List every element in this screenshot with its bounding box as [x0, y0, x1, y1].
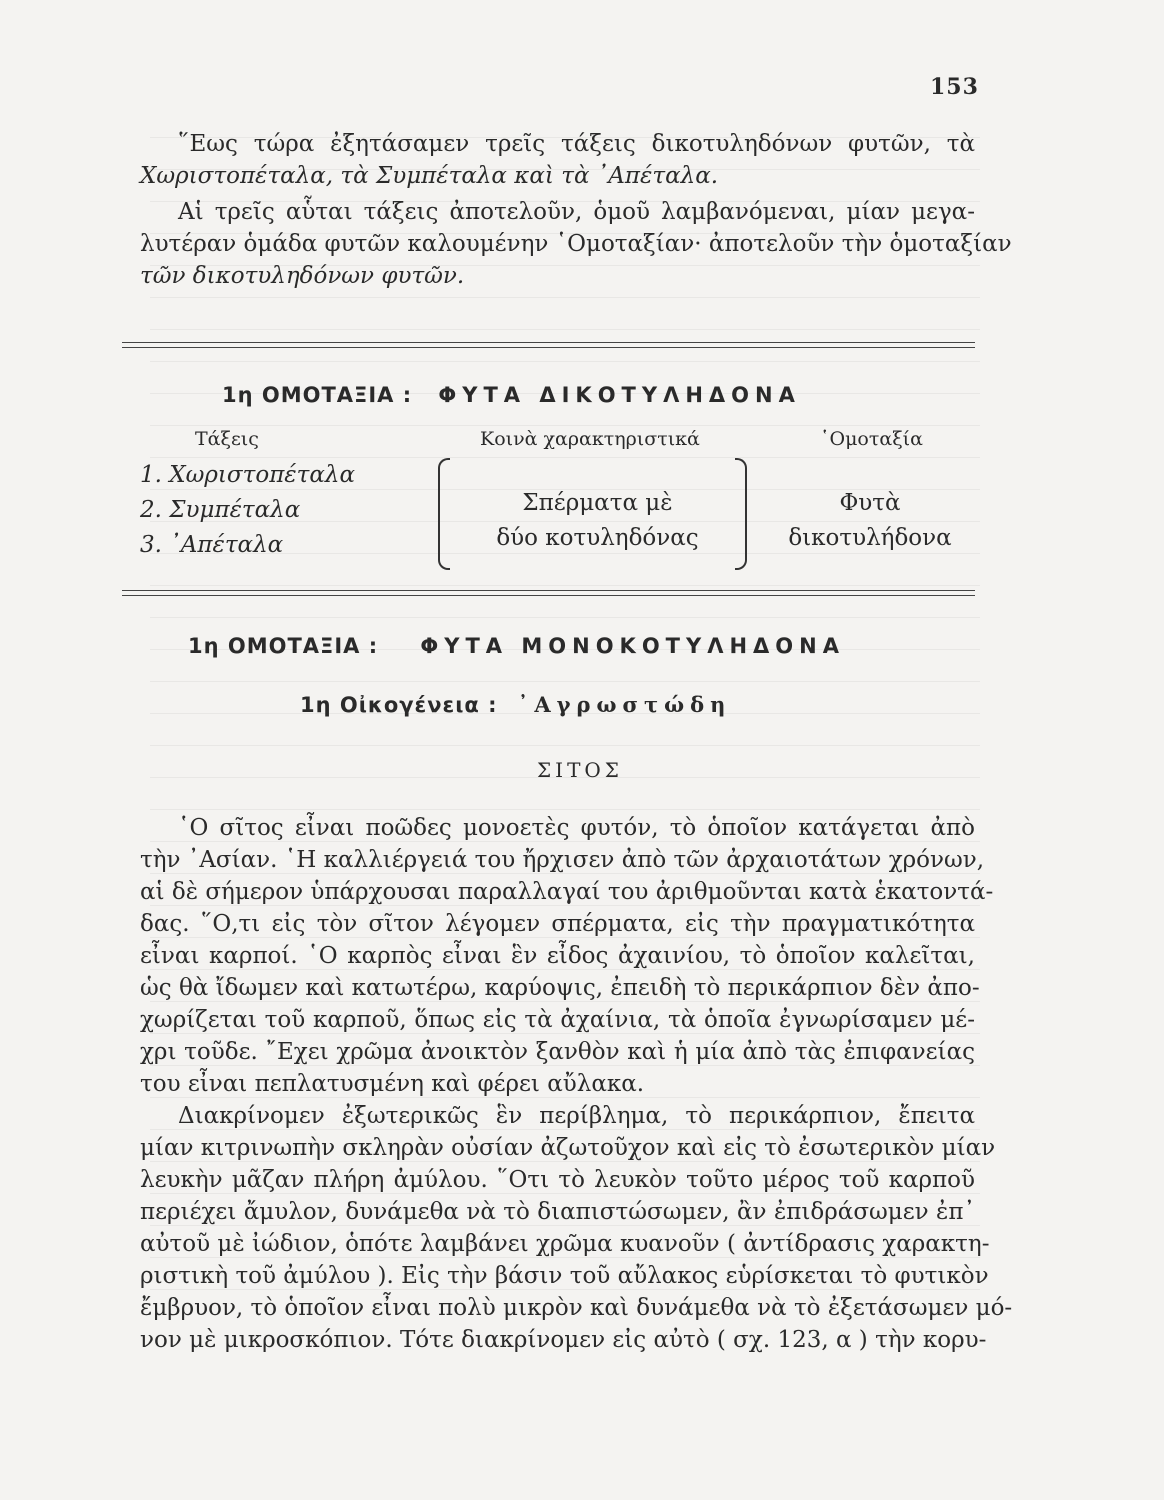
group-line: Φυτὰ [839, 490, 901, 516]
subtitle-sitos: ΣΙΤΟΣ [537, 758, 623, 782]
body-line: ἔμβρυον, τὸ ὁποῖον εἶναι πολὺ μικρὸν καὶ δυνάμεθα νὰ τὸ ἐξετάσωμεν μό- [140, 1295, 1013, 1321]
divider [122, 342, 975, 343]
class-item: 3. ᾿Απέταλα [140, 532, 284, 558]
feature-line: δύο κοτυληδόνας [496, 525, 699, 551]
body-line: χωρίζεται τοῦ καρποῦ, ὅπως εἰς τὰ ἀχαίνια, τὰ ὁποῖα ἐγνωρίσαμεν μέ- [140, 1007, 975, 1033]
intro-line: Χωριστοπέταλα, τὰ Συμπέταλα καὶ τὰ ᾿Απέταλα. [140, 163, 719, 189]
divider [122, 595, 975, 596]
intro-line: λυτέραν ὁμάδα φυτῶν καλουμένην ῾Ομοταξίαν· ἀποτελοῦν τὴν ὁμοταξίαν [140, 231, 1012, 257]
class-item: 1. Χωριστοπέταλα [140, 462, 356, 488]
body-line: χρι τοῦδε. ῎Εχει χρῶμα ἀνοικτὸν ξανθὸν καὶ ἡ μία ἀπὸ τὰς ἐπιφανείας [140, 1039, 975, 1065]
body-line: εἶναι καρποί. ῾Ο καρπὸς εἶναι ἓν εἶδος ἀχαινίου, τὸ ὁποῖον καλεῖται, [140, 943, 975, 969]
divider [122, 590, 975, 591]
col-head-classes: Τάξεις [195, 428, 259, 450]
section1-prefix: 1η ΟΜΟΤΑΞΙΑ : [222, 383, 413, 407]
section2-heading [188, 634, 845, 658]
col-head-features: Κοινὰ χαρακτηριστικά [480, 428, 700, 450]
intro-line: Αἱ τρεῖς αὗται τάξεις ἀποτελοῦν, ὁμοῦ λαμβανόμεναι, μίαν μεγα- [178, 199, 975, 225]
family-heading [300, 692, 731, 717]
section2-title: ΦΥΤΑ ΜΟΝΟΚΟΤΥΛΗΔΟΝΑ [420, 634, 845, 658]
body-line: του εἶναι πεπλατυσμένη καὶ φέρει αὔλακα. [140, 1071, 645, 1097]
body-line: Διακρίνομεν ἐξωτερικῶς ἓν περίβλημα, τὸ περικάρπιον, ἔπειτα [178, 1103, 975, 1129]
left-brace [438, 458, 450, 570]
group-line: δικοτυλήδονα [788, 525, 952, 551]
body-line: αὐτοῦ μὲ ἰώδιον, ὁπότε λαμβάνει χρῶμα κυανοῦν ( ἀντίδρασις χαρακτη- [140, 1231, 990, 1257]
family-prefix: 1η Οἰκογένεια : [300, 693, 498, 717]
intro-line: τῶν δικοτυληδόνων φυτῶν. [140, 263, 465, 289]
divider [122, 347, 975, 348]
body-paragraph [140, 812, 1013, 1356]
section2-prefix: 1η ΟΜΟΤΑΞΙΑ : [188, 634, 379, 658]
page-number: 153 [930, 74, 979, 100]
feature-line: Σπέρματα μὲ [522, 490, 673, 516]
family-name: ᾿Αγρωστώδη [517, 692, 732, 717]
body-line: λευκὴν μᾶζαν πλήρη ἀμύλου. ῞Οτι τὸ λευκὸν τοῦτο μέρος τοῦ καρποῦ [140, 1167, 975, 1193]
body-line: τὴν ᾿Ασίαν. ῾Η καλλιέργειά του ἤρχισεν ἀπὸ τῶν ἀρχαιοτάτων χρόνων, [140, 847, 985, 873]
class-item: 2. Συμπέταλα [140, 497, 301, 523]
body-line: ριστικὴ τοῦ ἀμύλου ). Εἰς τὴν βάσιν τοῦ αὔλακος εὑρίσκεται τὸ φυτικὸν [140, 1263, 989, 1289]
col-head-group: ῾Ομοταξία [820, 428, 923, 450]
body-line: περιέχει ἄμυλον, δυνάμεθα νὰ τὸ διαπιστώσωμεν, ἂν ἐπιδράσωμεν ἐπ᾿ [140, 1199, 975, 1225]
intro-line: ῞Εως τώρα ἐξητάσαμεν τρεῖς τάξεις δικοτυληδόνων φυτῶν, τὰ [178, 131, 975, 157]
body-line: νον μὲ μικροσκόπιον. Τότε διακρίνομεν εἰς αὐτὸ ( σχ. 123, α ) τὴν κορυ- [140, 1327, 987, 1353]
body-line: ὡς θὰ ἴδωμεν καὶ κατωτέρω, καρύοψις, ἐπειδὴ τὸ περικάρπιον δὲν ἀπο- [140, 975, 980, 1001]
section1-heading [222, 383, 801, 407]
body-line: δας. ῞Ο,τι εἰς τὸν σῖτον λέγομεν σπέρματα, εἰς τὴν πραγματικότητα [140, 911, 975, 937]
body-line: αἱ δὲ σήμερον ὑπάρχουσαι παραλλαγαί του ἀριθμοῦνται κατὰ ἑκατοντά- [140, 879, 994, 905]
section1-title: ΦΥΤΑ ΔΙΚΟΤΥΛΗΔΟΝΑ [438, 383, 801, 407]
intro-paragraph [140, 128, 1012, 292]
body-line: ῾Ο σῖτος εἶναι ποῶδες μονοετὲς φυτόν, τὸ ὁποῖον κατάγεται ἀπὸ [178, 815, 975, 841]
body-line: μίαν κιτρινωπὴν σκληρὰν οὐσίαν ἀζωτοῦχον καὶ εἰς τὸ ἐσωτερικὸν μίαν [140, 1135, 996, 1161]
